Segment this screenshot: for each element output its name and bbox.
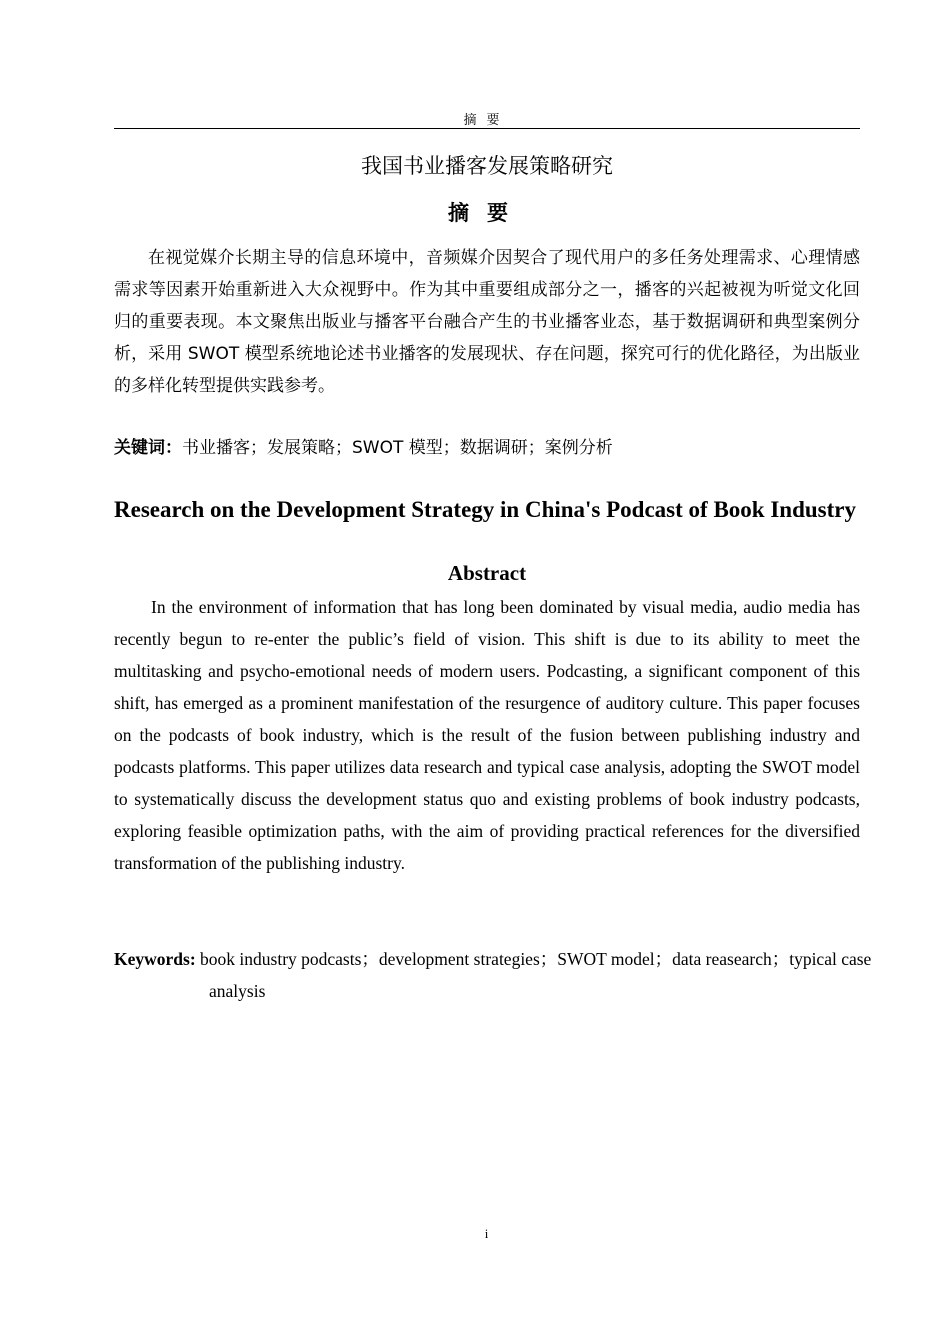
english-keywords: [114, 943, 884, 1007]
english-title: Research on the Development Strategy in China's Podcast of Book Industry: [114, 497, 856, 522]
chinese-keywords: [114, 432, 874, 464]
running-header: 摘要: [463, 112, 510, 127]
chinese-abstract-heading: 摘要: [448, 201, 526, 225]
english-abstract-heading: Abstract: [447, 561, 527, 585]
chinese-keywords-label: 关键词：: [114, 438, 182, 458]
chinese-abstract-paragraph: 在视觉媒介长期主导的信息环境中，音频媒介因契合了现代用户的多任务处理需求、心理情感需求等因素开始重新进入大众视野中。作为其中重要组成部分之一，播客的兴起被视为听觉文化回归的重要表现。本文聚焦出版业与播客平台融合产生的书业播客业态，基于数据调研和典型案例分析，采用 SWOT 模型系统地论述书业播客的发展现状、存在问题，探究可行的优化路径，为出版业的多样化转型提供实践参考。: [114, 248, 860, 396]
page-number: i: [484, 1226, 489, 1241]
english-keywords-label: Keywords:: [114, 949, 196, 969]
chinese-abstract-body: [114, 242, 860, 402]
header-rule: [114, 128, 860, 129]
english-keywords-text: book industry podcasts；development strategies；SWOT model；data reasearch；typical case analysis: [200, 949, 872, 1001]
english-abstract-paragraph: In the environment of information that has long been dominated by visual media, audio media has recently begun to re-enter the public’s field of vision. This shift is due to its ability to meet the multitasking and psycho-emotional needs of modern users. Podcasting, a significant component of this shift, has emerged as a prominent manifestation of the resurgence of auditory culture. This paper focuses on the podcasts of book industry, which is the result of the fusion between publishing industry and podcasts platforms. This paper utilizes data research and typical case analysis, adopting the SWOT model to systematically discuss the development status quo and existing problems of book industry podcasts, exploring feasible optimization paths, with the aim of providing practical references for the diversified transformation of the publishing industry.: [114, 597, 860, 873]
chinese-title: 我国书业播客发展策略研究: [361, 154, 613, 178]
english-abstract-body: [114, 591, 860, 879]
chinese-keywords-text: 书业播客；发展策略；SWOT 模型；数据调研；案例分析: [182, 438, 613, 458]
